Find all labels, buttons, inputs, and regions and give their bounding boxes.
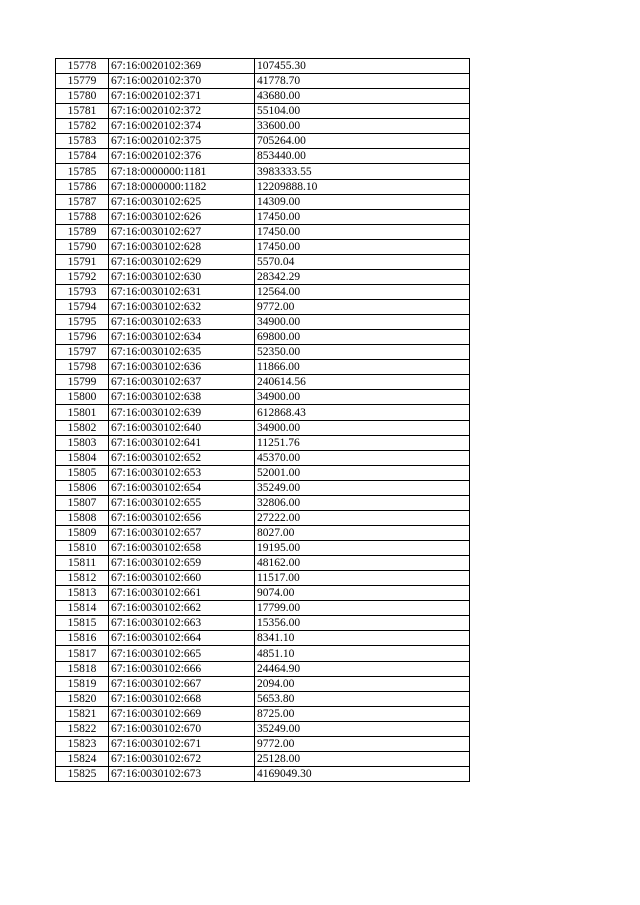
value-cell: 69800.00	[255, 330, 470, 345]
table-row	[56, 119, 470, 134]
value-cell: 43680.00	[255, 89, 470, 104]
table-row	[56, 405, 470, 420]
cadastral-number-cell: 67:16:0030102:667	[109, 676, 255, 691]
row-number-cell: 15799	[56, 375, 109, 390]
table-row	[56, 89, 470, 104]
row-number-cell: 15807	[56, 495, 109, 510]
value-cell: 3983333.55	[255, 164, 470, 179]
value-cell: 55104.00	[255, 104, 470, 119]
row-number-cell: 15825	[56, 766, 109, 781]
row-number-cell: 15812	[56, 571, 109, 586]
value-cell: 48162.00	[255, 556, 470, 571]
value-cell: 11866.00	[255, 360, 470, 375]
table-row	[56, 149, 470, 164]
row-number-cell: 15804	[56, 450, 109, 465]
cadastral-number-cell: 67:16:0020102:375	[109, 134, 255, 149]
value-cell: 853440.00	[255, 149, 470, 164]
row-number-cell: 15778	[56, 59, 109, 74]
table-row	[56, 525, 470, 540]
cadastral-number-cell: 67:16:0020102:376	[109, 149, 255, 164]
value-cell: 52350.00	[255, 345, 470, 360]
value-cell: 5570.04	[255, 254, 470, 269]
value-cell: 25128.00	[255, 751, 470, 766]
data-table-body	[56, 59, 470, 782]
row-number-cell: 15791	[56, 254, 109, 269]
cadastral-number-cell: 67:16:0030102:631	[109, 284, 255, 299]
value-cell: 33600.00	[255, 119, 470, 134]
row-number-cell: 15813	[56, 586, 109, 601]
row-number-cell: 15798	[56, 360, 109, 375]
value-cell: 8027.00	[255, 525, 470, 540]
value-cell: 24464.90	[255, 661, 470, 676]
cadastral-number-cell: 67:16:0030102:671	[109, 736, 255, 751]
row-number-cell: 15800	[56, 390, 109, 405]
cadastral-number-cell: 67:16:0020102:370	[109, 74, 255, 89]
value-cell: 11251.76	[255, 435, 470, 450]
value-cell: 11517.00	[255, 571, 470, 586]
cadastral-number-cell: 67:16:0030102:652	[109, 450, 255, 465]
value-cell: 4851.10	[255, 646, 470, 661]
cadastral-number-cell: 67:18:0000000:1182	[109, 179, 255, 194]
cadastral-number-cell: 67:16:0030102:641	[109, 435, 255, 450]
table-row	[56, 300, 470, 315]
table-row	[56, 390, 470, 405]
cadastral-number-cell: 67:16:0030102:625	[109, 194, 255, 209]
value-cell: 12564.00	[255, 284, 470, 299]
row-number-cell: 15814	[56, 601, 109, 616]
row-number-cell: 15780	[56, 89, 109, 104]
cadastral-number-cell: 67:16:0020102:369	[109, 59, 255, 74]
value-cell: 9772.00	[255, 736, 470, 751]
table-row	[56, 556, 470, 571]
row-number-cell: 15796	[56, 330, 109, 345]
value-cell: 17450.00	[255, 239, 470, 254]
table-row	[56, 631, 470, 646]
cadastral-number-cell: 67:16:0030102:629	[109, 254, 255, 269]
row-number-cell: 15782	[56, 119, 109, 134]
table-row	[56, 465, 470, 480]
table-row	[56, 450, 470, 465]
row-number-cell: 15811	[56, 556, 109, 571]
row-number-cell: 15821	[56, 706, 109, 721]
cadastral-number-cell: 67:18:0000000:1181	[109, 164, 255, 179]
value-cell: 17799.00	[255, 601, 470, 616]
cadastral-number-cell: 67:16:0030102:673	[109, 766, 255, 781]
table-row	[56, 345, 470, 360]
value-cell: 15356.00	[255, 616, 470, 631]
table-row	[56, 209, 470, 224]
row-number-cell: 15781	[56, 104, 109, 119]
row-number-cell: 15787	[56, 194, 109, 209]
row-number-cell: 15822	[56, 721, 109, 736]
value-cell: 27222.00	[255, 510, 470, 525]
row-number-cell: 15792	[56, 269, 109, 284]
table-row	[56, 375, 470, 390]
table-row	[56, 541, 470, 556]
row-number-cell: 15809	[56, 525, 109, 540]
value-cell: 17450.00	[255, 224, 470, 239]
row-number-cell: 15815	[56, 616, 109, 631]
row-number-cell: 15810	[56, 541, 109, 556]
table-row	[56, 586, 470, 601]
row-number-cell: 15805	[56, 465, 109, 480]
value-cell: 35249.00	[255, 721, 470, 736]
table-row	[56, 104, 470, 119]
row-number-cell: 15789	[56, 224, 109, 239]
row-number-cell: 15797	[56, 345, 109, 360]
cadastral-number-cell: 67:16:0030102:655	[109, 495, 255, 510]
cadastral-number-cell: 67:16:0030102:662	[109, 601, 255, 616]
row-number-cell: 15793	[56, 284, 109, 299]
table-row	[56, 420, 470, 435]
cadastral-number-cell: 67:16:0030102:640	[109, 420, 255, 435]
value-cell: 8341.10	[255, 631, 470, 646]
cadastral-number-cell: 67:16:0030102:637	[109, 375, 255, 390]
cadastral-number-cell: 67:16:0030102:638	[109, 390, 255, 405]
value-cell: 5653.80	[255, 691, 470, 706]
value-cell: 19195.00	[255, 541, 470, 556]
value-cell: 45370.00	[255, 450, 470, 465]
cadastral-number-cell: 67:16:0030102:654	[109, 480, 255, 495]
cadastral-number-cell: 67:16:0030102:633	[109, 315, 255, 330]
table-row	[56, 766, 470, 781]
cadastral-number-cell: 67:16:0030102:656	[109, 510, 255, 525]
row-number-cell: 15816	[56, 631, 109, 646]
row-number-cell: 15795	[56, 315, 109, 330]
cadastral-number-cell: 67:16:0030102:666	[109, 661, 255, 676]
table-row	[56, 239, 470, 254]
cadastral-number-cell: 67:16:0030102:659	[109, 556, 255, 571]
value-cell: 9074.00	[255, 586, 470, 601]
cadastral-number-cell: 67:16:0030102:630	[109, 269, 255, 284]
table-row	[56, 74, 470, 89]
row-number-cell: 15823	[56, 736, 109, 751]
value-cell: 35249.00	[255, 480, 470, 495]
cadastral-number-cell: 67:16:0030102:660	[109, 571, 255, 586]
table-row	[56, 601, 470, 616]
cadastral-number-cell: 67:16:0030102:627	[109, 224, 255, 239]
value-cell: 612868.43	[255, 405, 470, 420]
value-cell: 28342.29	[255, 269, 470, 284]
cadastral-number-cell: 67:16:0020102:374	[109, 119, 255, 134]
value-cell: 2094.00	[255, 676, 470, 691]
table-row	[56, 480, 470, 495]
table-row	[56, 661, 470, 676]
table-row	[56, 751, 470, 766]
cadastral-number-cell: 67:16:0030102:628	[109, 239, 255, 254]
value-cell: 9772.00	[255, 300, 470, 315]
table-row	[56, 330, 470, 345]
row-number-cell: 15786	[56, 179, 109, 194]
table-row	[56, 254, 470, 269]
table-row	[56, 510, 470, 525]
value-cell: 12209888.10	[255, 179, 470, 194]
value-cell: 52001.00	[255, 465, 470, 480]
table-row	[56, 571, 470, 586]
table-row	[56, 736, 470, 751]
table-row	[56, 360, 470, 375]
value-cell: 4169049.30	[255, 766, 470, 781]
cadastral-number-cell: 67:16:0030102:661	[109, 586, 255, 601]
table-row	[56, 284, 470, 299]
table-row	[56, 164, 470, 179]
table-row	[56, 616, 470, 631]
row-number-cell: 15784	[56, 149, 109, 164]
row-number-cell: 15802	[56, 420, 109, 435]
value-cell: 14309.00	[255, 194, 470, 209]
row-number-cell: 15824	[56, 751, 109, 766]
table-row	[56, 691, 470, 706]
cadastral-number-cell: 67:16:0030102:634	[109, 330, 255, 345]
table-row	[56, 706, 470, 721]
value-cell: 34900.00	[255, 315, 470, 330]
row-number-cell: 15801	[56, 405, 109, 420]
row-number-cell: 15803	[56, 435, 109, 450]
cadastral-number-cell: 67:16:0030102:658	[109, 541, 255, 556]
value-cell: 34900.00	[255, 390, 470, 405]
cadastral-number-cell: 67:16:0030102:668	[109, 691, 255, 706]
row-number-cell: 15806	[56, 480, 109, 495]
value-cell: 34900.00	[255, 420, 470, 435]
table-row	[56, 269, 470, 284]
row-number-cell: 15788	[56, 209, 109, 224]
row-number-cell: 15794	[56, 300, 109, 315]
cadastral-number-cell: 67:16:0030102:664	[109, 631, 255, 646]
cadastral-number-cell: 67:16:0030102:669	[109, 706, 255, 721]
cadastral-number-cell: 67:16:0030102:663	[109, 616, 255, 631]
cadastral-number-cell: 67:16:0030102:665	[109, 646, 255, 661]
table-row	[56, 194, 470, 209]
row-number-cell: 15819	[56, 676, 109, 691]
table-row	[56, 676, 470, 691]
value-cell: 705264.00	[255, 134, 470, 149]
data-table	[55, 58, 470, 782]
value-cell: 240614.56	[255, 375, 470, 390]
cadastral-number-cell: 67:16:0020102:372	[109, 104, 255, 119]
row-number-cell: 15783	[56, 134, 109, 149]
row-number-cell: 15818	[56, 661, 109, 676]
table-row	[56, 224, 470, 239]
row-number-cell: 15785	[56, 164, 109, 179]
value-cell: 41778.70	[255, 74, 470, 89]
row-number-cell: 15790	[56, 239, 109, 254]
cadastral-number-cell: 67:16:0030102:636	[109, 360, 255, 375]
cadastral-number-cell: 67:16:0030102:672	[109, 751, 255, 766]
row-number-cell: 15808	[56, 510, 109, 525]
table-row	[56, 646, 470, 661]
row-number-cell: 15820	[56, 691, 109, 706]
table-row	[56, 179, 470, 194]
table-row	[56, 59, 470, 74]
table-row	[56, 495, 470, 510]
value-cell: 107455.30	[255, 59, 470, 74]
value-cell: 17450.00	[255, 209, 470, 224]
value-cell: 8725.00	[255, 706, 470, 721]
row-number-cell: 15817	[56, 646, 109, 661]
cadastral-number-cell: 67:16:0030102:670	[109, 721, 255, 736]
cadastral-number-cell: 67:16:0030102:635	[109, 345, 255, 360]
cadastral-number-cell: 67:16:0020102:371	[109, 89, 255, 104]
cadastral-number-cell: 67:16:0030102:639	[109, 405, 255, 420]
row-number-cell: 15779	[56, 74, 109, 89]
cadastral-number-cell: 67:16:0030102:632	[109, 300, 255, 315]
value-cell: 32806.00	[255, 495, 470, 510]
table-row	[56, 721, 470, 736]
cadastral-number-cell: 67:16:0030102:626	[109, 209, 255, 224]
table-row	[56, 134, 470, 149]
cadastral-number-cell: 67:16:0030102:657	[109, 525, 255, 540]
cadastral-number-cell: 67:16:0030102:653	[109, 465, 255, 480]
table-row	[56, 315, 470, 330]
table-row	[56, 435, 470, 450]
